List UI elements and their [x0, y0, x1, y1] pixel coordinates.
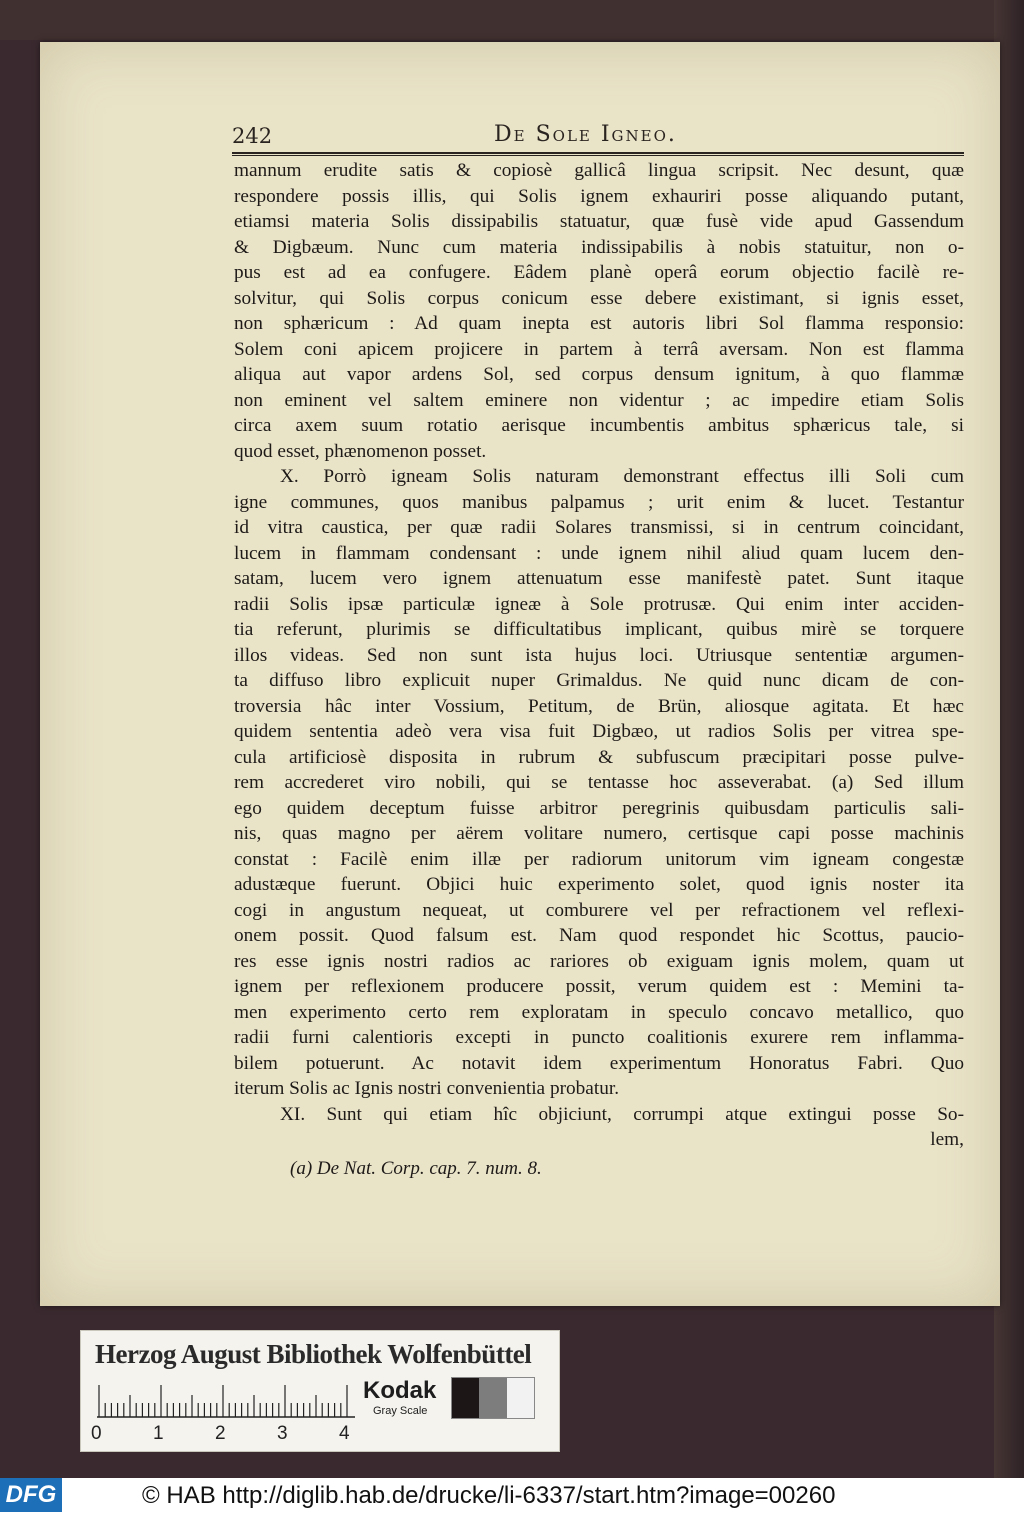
text-line: respondere possis illis, qui Solis ignem exhauriri posse aliquando putant, — [234, 185, 964, 207]
text-line: res esse ignis nostri radios ac rariores ob exiguam ignis molem, quam ut — [234, 950, 964, 972]
text-line: radii Solis ipsæ particulæ igneæ à Sole protrusæ. Qui enim inter acciden- — [234, 593, 964, 615]
gray-patch — [452, 1378, 479, 1418]
ruler-scale — [97, 1383, 355, 1419]
text-line: illos videas. Sed non sunt ista hujus loci. Utriusque sententiæ argumen- — [234, 644, 964, 666]
text-line: igne communes, quos manibus palpamus ; urit enim & lucet. Testantur — [234, 491, 964, 513]
text-line: id vitra caustica, per quæ radii Solares transmissi, si in centrum coincidant, — [234, 517, 964, 538]
text-line: pus est ad ea confugere. Eâdem planè operâ eorum objectio facilè re- — [234, 262, 964, 283]
text-line: men experimento certo rem exploratam in speculo concavo metallico, quo — [234, 1001, 964, 1023]
text-line: cula artificiosè disposita in rubrum & subfuscum præcipitari posse pulve- — [234, 746, 964, 768]
text-line: XI. Sunt qui etiam hîc objiciunt, corrumpi atque extingui posse So- — [280, 1103, 964, 1125]
text-line: ego quidem deceptum fuisse arbitror peregrinis quibusdam particulis sali- — [234, 797, 964, 819]
text-line: iterum Solis ac Ignis nostri convenientia probatur. — [234, 1078, 620, 1099]
text-line: etiamsi materia Solis dissipabilis statuatur, quæ fusè vide apud Gassendum — [234, 211, 964, 232]
text-line: lem, — [930, 1129, 964, 1150]
text-line: adustæque fuerunt. Objici huic experimento solet, quod ignis noster ita — [234, 874, 964, 895]
text-line: & Digbæum. Nunc cum materia indissipabilis à nobis statuitur, non o- — [234, 236, 964, 258]
gray-scale-patches — [451, 1377, 535, 1419]
text-line: mannum erudite satis & copiosè gallicâ lingua scripsit. Nec desunt, quæ — [234, 160, 964, 181]
text-line: onem possit. Quod falsum est. Nam quod respondet hic Scottus, paucio- — [234, 925, 964, 946]
text-line: rem accrederet viro nobili, qui se tentasse hoc asseverabat. (a) Sed illum — [234, 772, 964, 793]
text-line: cogi in angustum nequeat, ut comburere vel per refractionem vel reflexi- — [234, 899, 964, 921]
text-line: circa axem suum rotatio aerisque incumbentis ambitus sphæricus tale, si — [234, 415, 964, 436]
text-line: Solem coni apicem projicere in partem à terrâ aversam. Non est flamma — [234, 338, 964, 360]
head-rule — [232, 152, 964, 156]
copyright-link[interactable]: © HAB http://diglib.hab.de/drucke/li-6337/start.htm?image=00260 — [142, 1482, 836, 1509]
institution-name: Herzog August Bibliothek Wolfenbüttel — [95, 1339, 532, 1369]
kodak-logo: Kodak — [363, 1377, 437, 1404]
gray-scale-label: Gray Scale — [373, 1405, 428, 1417]
footnote: (a) De Nat. Corp. cap. 7. num. 8. — [290, 1158, 542, 1179]
ruler-number: 0 — [91, 1423, 102, 1444]
text-line: satam, lucem vero ignem attenuatum esse manifestè patet. Sunt itaque — [234, 568, 964, 589]
text-line: quidem sententia adeò vera visa fuit Digbæo, ut radios Solis per vitrea spe- — [234, 721, 964, 742]
text-line: tia referunt, plurimis se difficultatibus implicant, quibus mirè se torquere — [234, 619, 964, 640]
text-line: radii furni calentioris excepti in puncto coalitionis exurere rem inflamma- — [234, 1027, 964, 1048]
color-reference-card — [80, 1330, 560, 1452]
text-line: ta diffuso libro explicuit nuper Grimaldus. Ne quid nunc dicam de con- — [234, 670, 964, 691]
ruler-numbers — [91, 1423, 361, 1447]
running-head — [232, 118, 964, 154]
text-line: non sphæricum : Ad quam inepta est autoris libri Sol flamma responsio: — [234, 313, 964, 334]
running-title: De Sole Igneo. — [494, 122, 677, 147]
gray-patch — [507, 1378, 534, 1418]
text-line: constat : Facilè enim illæ per radiorum unitorum vim igneam congestæ — [234, 848, 964, 870]
text-line: nis, quas magno per aërem volitare numero, certisque capi posse machinis — [234, 823, 964, 844]
scan-backdrop-top — [0, 0, 1024, 40]
footer-bar — [0, 1478, 1024, 1516]
text-line: aliqua aut vapor ardens Sol, sed corpus densum ignitum, à quo flammæ — [234, 364, 964, 385]
dfg-logo: DFG — [0, 1478, 62, 1512]
page-number: 242 — [232, 124, 273, 148]
ruler-number: 4 — [339, 1423, 350, 1444]
ruler-number: 2 — [215, 1423, 226, 1444]
text-line: solvitur, qui Solis corpus conicum esse debere existimant, si ignis esset, — [234, 287, 964, 309]
text-line: lucem in flammam condensant : unde ignem nihil aliud quam lucem den- — [234, 542, 964, 564]
text-line: quod esset, phænomenon posset. — [234, 440, 487, 462]
gray-patch — [479, 1378, 506, 1418]
text-line: non eminent vel saltem eminere non videntur ; ac impedire etiam Solis — [234, 389, 964, 411]
body-text — [234, 158, 964, 1153]
text-line: ignem per reflexionem producere possit, verum quidem est : Memini ta- — [234, 976, 964, 997]
ruler-number: 3 — [277, 1423, 288, 1444]
text-line: bilem potuerunt. Ac notavit idem experimentum Honoratus Fabri. Quo — [234, 1052, 964, 1074]
ruler-number: 1 — [153, 1423, 164, 1444]
text-line: troversia hâc inter Vossium, Petitum, de Brün, aliosque agitata. Et hæc — [234, 695, 964, 717]
text-line: X. Porrò igneam Solis naturam demonstrant effectus illi Soli cum — [280, 466, 964, 487]
